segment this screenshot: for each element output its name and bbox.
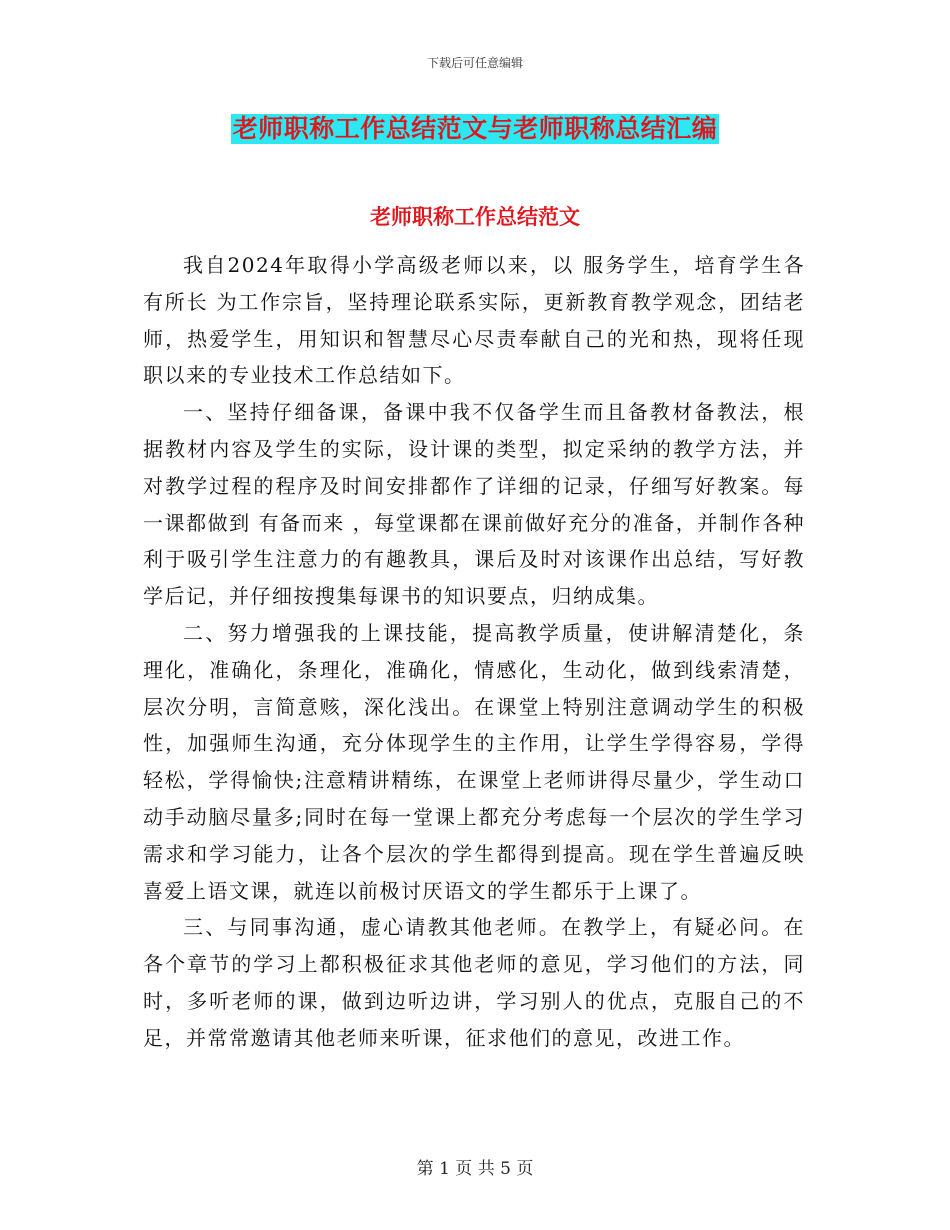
document-title	[0, 114, 950, 144]
paragraph-colleague-communication: 三、与同事沟通，虚心请教其他老师。在教学上，有疑必问。在各个章节的学习上都积极征求其他老师的意见，学习他们的方法，同时，多听老师的课，做到边听边讲，学习别人的优点，克服自己的不足，并常常邀请其他老师来听课，征求他们的意见，改进工作。	[143, 915, 805, 1050]
document-body	[143, 247, 805, 1057]
paragraph-teaching-skills: 二、努力增强我的上课技能，提高教学质量，使讲解清楚化，条理化，准确化，条理化，准确化，情感化，生动化，做到线索清楚，层次分明，言简意赅，深化浅出。在课堂上特别注意调动学生的积极性，加强师生沟通，充分体现学生的主作用，让学生学得容易，学得轻松，学得愉快;注意精讲精练，在课堂上老师讲得尽量少，学生动口动手动脑尽量多;同时在每一堂课上都充分考虑每一个层次的学生学习需求和学习能力，让各个层次的学生都得到提高。现在学生普遍反映喜爱上语文课，就连以前极讨厌语文的学生都乐于上课了。	[143, 620, 805, 903]
page-number: 第 1 页 共 5 页	[416, 1159, 534, 1179]
paragraph-intro: 我自2024年取得小学高级老师以来，以 服务学生，培育学生各有所长 为工作宗旨，坚持理论联系实际，更新教育教学观念，团结老师，热爱学生，用知识和智慧尽心尽责奉献自己的光和热，现将任现职以来的专业技术工作总结如下。	[143, 253, 805, 388]
section-title: 老师职称工作总结范文	[370, 204, 580, 229]
page-header-note: 下载后可任意编辑	[426, 56, 523, 70]
paragraph-lesson-preparation: 一、坚持仔细备课，备课中我不仅备学生而且备教材备教法，根据教材内容及学生的实际，设计课的类型，拟定采纳的教学方法，并对教学过程的程序及时间安排都作了详细的记录，仔细写好教案。每一课都做到 有备而来 ，每堂课都在课前做好充分的准备，并制作各种利于吸引学生注意力的有趣教具，课后及时对该课作出总结，写好教学后记，并仔细按搜集每课书的知识要点，归纳成集。	[143, 400, 805, 609]
document-title-text: 老师职称工作总结范文与老师职称总结汇编	[232, 114, 718, 143]
